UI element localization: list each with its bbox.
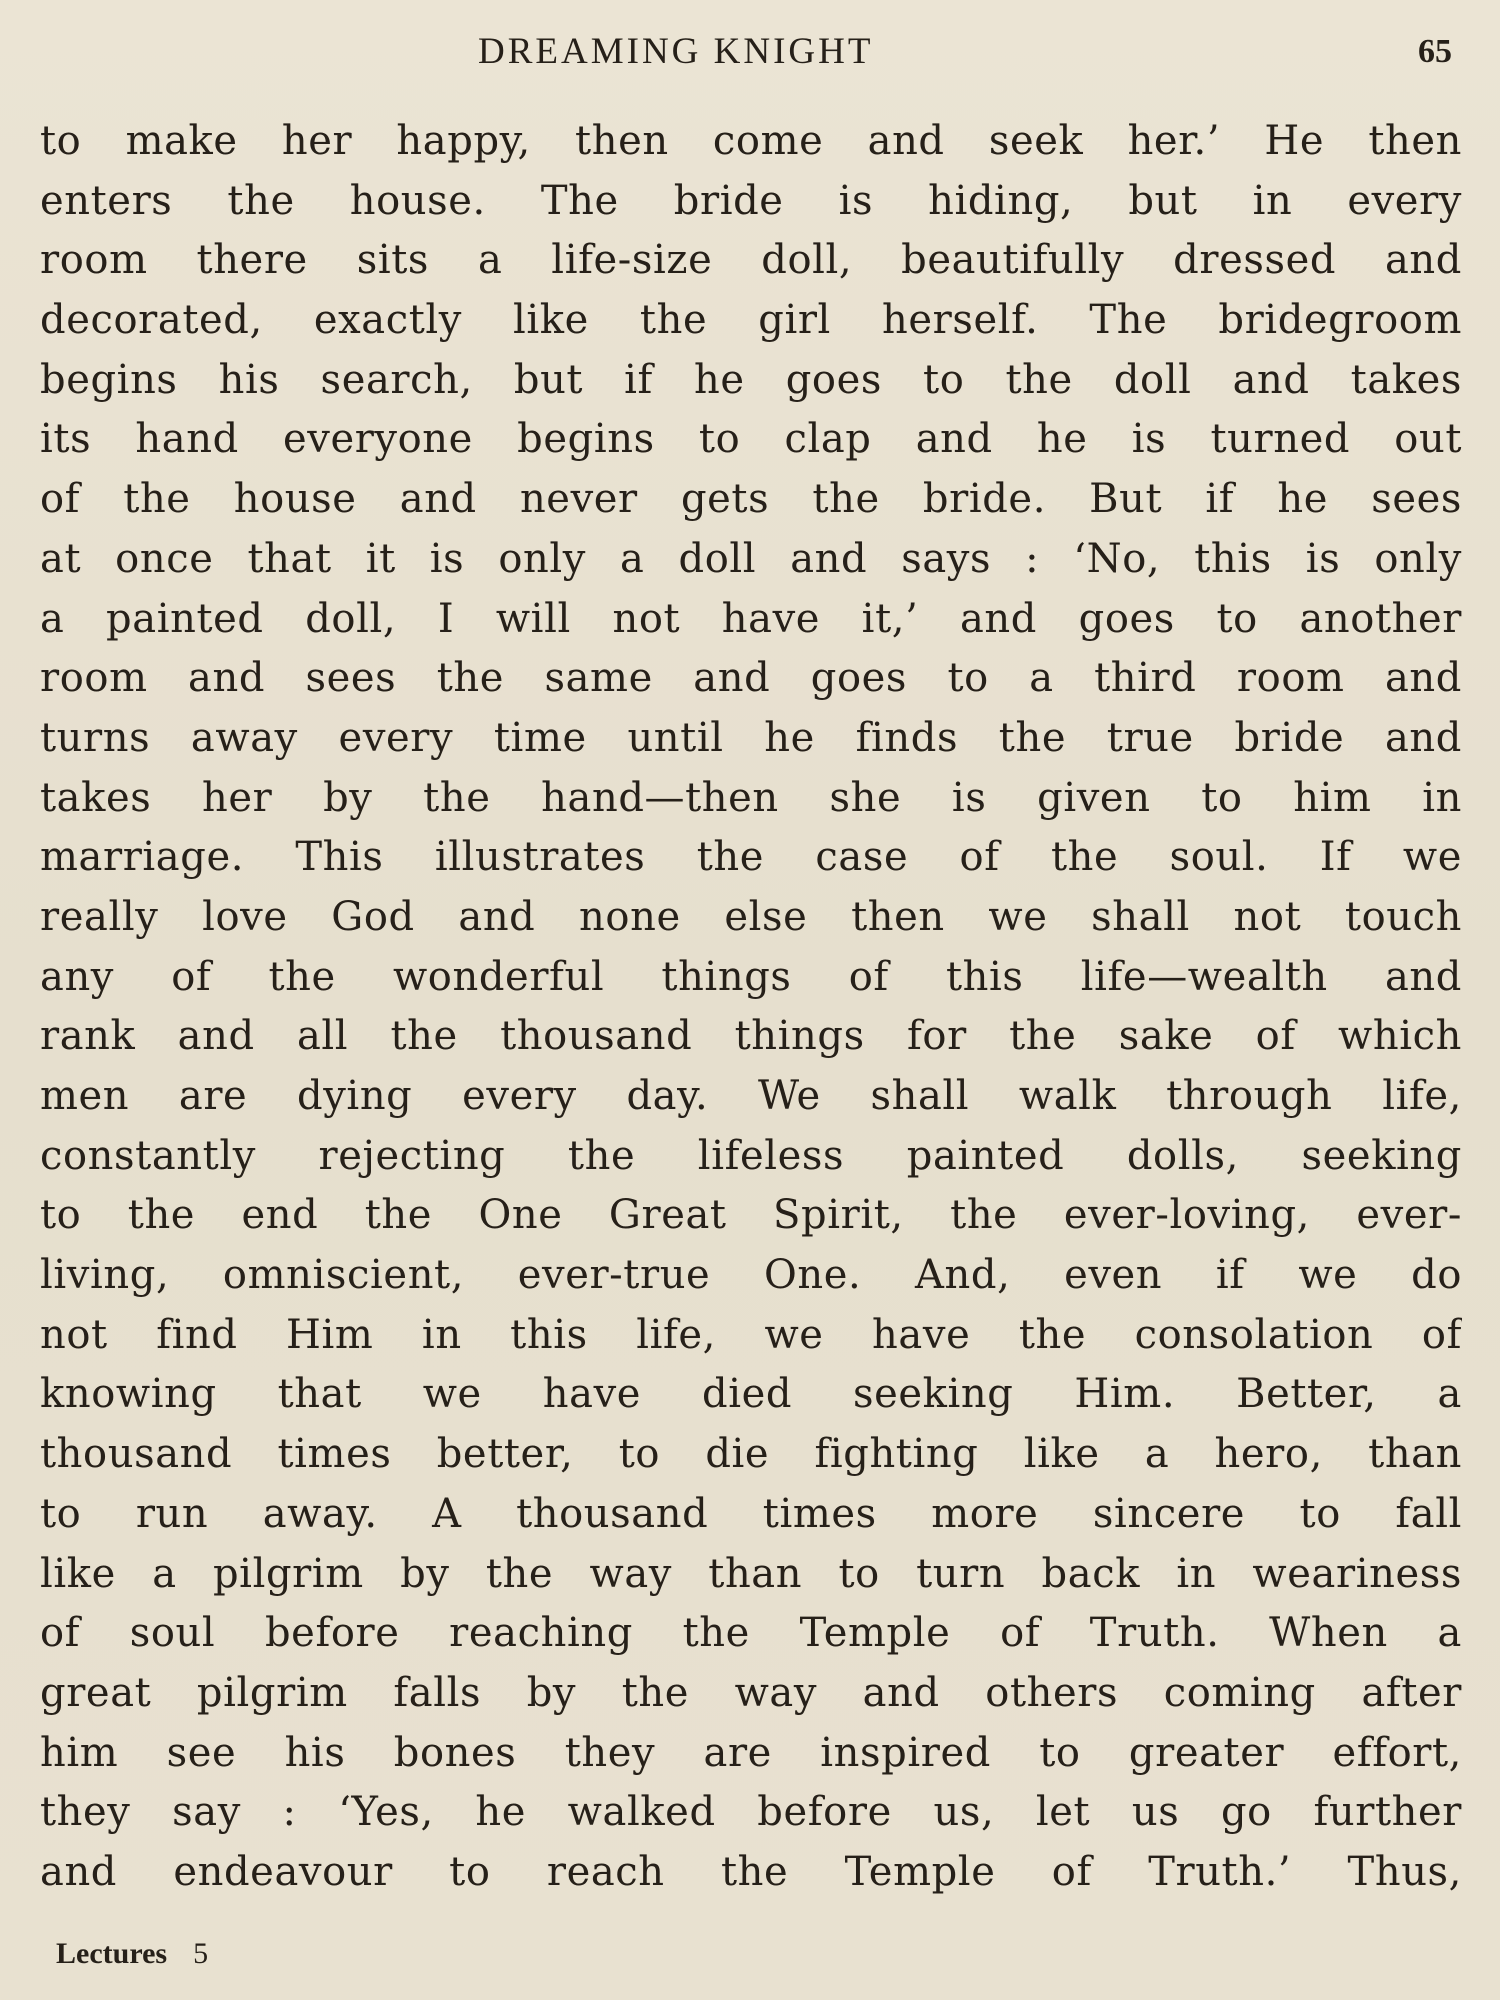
running-head-title: DREAMING KNIGHT <box>478 31 874 72</box>
text-line: to make her happy, then come and seek her.’ He then <box>40 118 1462 164</box>
text-line: rank and all the thousand things for the sake of which <box>40 1013 1462 1060</box>
text-line: decorated, exactly like the girl herself. The bridegroom <box>40 297 1462 344</box>
text-line: of the house and never gets the bride. But if he sees <box>40 476 1462 523</box>
text-line: its hand everyone begins to clap and he is turned out <box>40 416 1462 463</box>
text-line: like a pilgrim by the way than to turn back in weariness <box>40 1550 1462 1597</box>
page-number: 65 <box>1418 33 1452 70</box>
text-line: not find Him in this life, we have the consolation of <box>40 1311 1462 1358</box>
text-line: a painted doll, I will not have it,’ and goes to another <box>40 595 1462 642</box>
text-line: room and sees the same and goes to a third room and <box>40 655 1462 702</box>
text-line: enters the house. The bride is hiding, but in every <box>40 177 1462 224</box>
text-line: to the end the One Great Spirit, the ever-loving, ever- <box>40 1192 1462 1239</box>
running-head <box>0 22 1500 82</box>
signature-label: Lectures <box>56 1937 168 1970</box>
text-line: men are dying every day. We shall walk through life, <box>40 1073 1462 1119</box>
text-line: any of the wonderful things of this life—wealth and <box>40 953 1462 1000</box>
text-line: begins his search, but if he goes to the doll and takes <box>40 356 1462 403</box>
text-line: great pilgrim falls by the way and others coming after <box>40 1669 1462 1716</box>
text-line: room there sits a life-size doll, beautifully dressed and <box>40 237 1462 284</box>
text-line: constantly rejecting the lifeless painted dolls, seeking <box>40 1132 1462 1179</box>
text-line: knowing that we have died seeking Him. Better, a <box>40 1371 1462 1418</box>
signature-mark <box>56 1932 208 1976</box>
text-line: him see his bones they are inspired to greater effort, <box>40 1729 1462 1776</box>
text-line: really love God and none else then we shall not touch <box>40 893 1462 940</box>
text-line: to run away. A thousand times more sincere to fall <box>40 1490 1462 1537</box>
text-line: living, omniscient, ever-true One. And, even if we do <box>40 1252 1462 1299</box>
text-line: takes her by the hand—then she is given to him in <box>40 774 1462 821</box>
text-line: marriage. This illustrates the case of the soul. If we <box>40 834 1462 881</box>
text-line: thousand times better, to die fighting like a hero, than <box>40 1431 1462 1478</box>
text-line: of soul before reaching the Temple of Truth. When a <box>40 1610 1462 1657</box>
text-line: and endeavour to reach the Temple of Truth.’ Thus, <box>40 1848 1462 1895</box>
body-text <box>40 112 1462 1903</box>
text-line: they say : ‘Yes, he walked before us, let us go further <box>40 1789 1462 1836</box>
text-line: turns away every time until he finds the true bride and <box>40 714 1462 761</box>
signature-number: 5 <box>193 1937 209 1970</box>
text-line: at once that it is only a doll and says : ‘No, this is only <box>40 535 1462 582</box>
